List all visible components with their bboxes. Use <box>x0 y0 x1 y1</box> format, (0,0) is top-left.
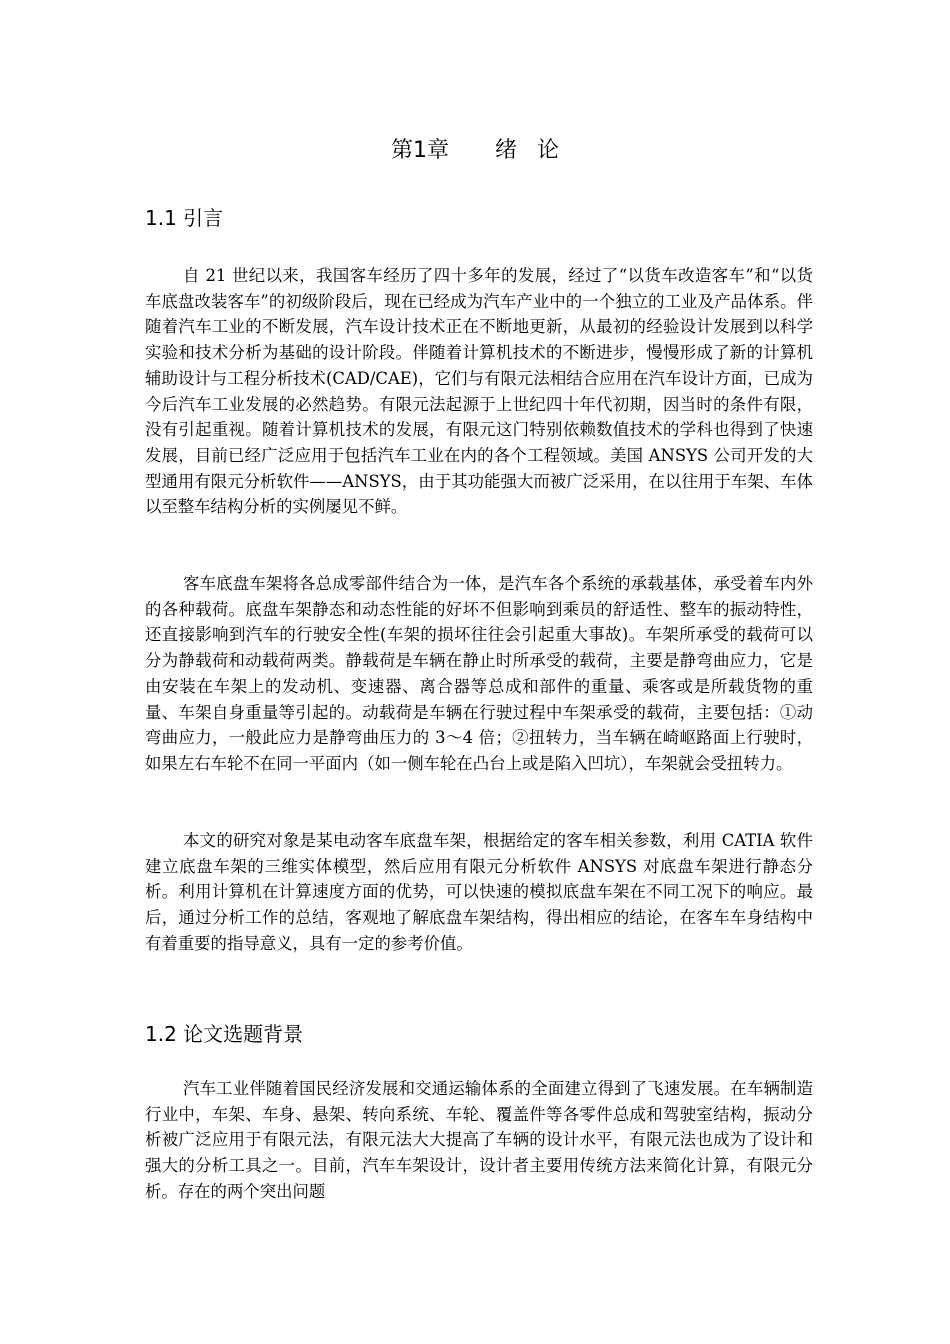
chapter-title <box>0 136 950 166</box>
intro-paragraph-3: 本文的研究对象是某电动客车底盘车架，根据给定的客车相关参数，利用 CATIA 软件建立底盘车架的三维实体模型，然后应用有限元分析软件 ANSYS 对底盘车架进行静态分析。利用计算机在计算速度方面的优势，可以快速的模拟底盘车架在不同工况下的响应。最后，通过分析工作的总结，客观地了解底盘车架结构，得出相应的结论，在客车车身结构中有着重要的指导意义，具有一定的参考价值。 <box>145 831 813 953</box>
intro-paragraph-1: 自 21 世纪以来，我国客车经历了四十多年的发展，经过了“以货车改造客车”和“以货车底盘改装客车”的初级阶段后，现在已经成为汽车产业中的一个独立的工业及产品体系。伴随着汽车工业的不断发展，汽车设计技术正在不断地更新，从最初的经验设计发展到以科学实验和技术分析为基础的设计阶段。伴随着计算机技术的不断进步，慢慢形成了新的计算机辅助设计与工程分析技术(CAD/CAE)，它们与有限元法相结合应用在汽车设计方面，已成为今后汽车工业发展的必然趋势。有限元法起源于上世纪四十年代初期，因当时的条件有限，没有引起重视。随着计算机技术的发展，有限元这门特别依赖数值技术的学科也得到了快速发展，目前已经广泛应用于包括汽车工业在内的各个工程领域。美国 ANSYS 公司开发的大型通用有限元分析软件——ANSYS，由于其功能强大而被广泛采用，在以往用于车架、车体以至整车结构分析的实例屡见不鲜。 <box>145 266 813 517</box>
chapter-number: 第1章 <box>390 138 449 163</box>
section-heading-background: 1.2 论文选题背景 <box>145 1022 304 1046</box>
chapter-title-char-2: 论 <box>537 138 560 163</box>
section-heading-introduction: 1.1 引言 <box>145 206 224 230</box>
background-paragraph-1: 汽车工业伴随着国民经济发展和交通运输体系的全面建立得到了飞速发展。在车辆制造行业中，车架、车身、悬架、转向系统、车轮、覆盖件等各零件总成和驾驶室结构，振动分析被广泛应用于有限元法，有限元法大大提高了车辆的设计水平，有限元法也成为了设计和强大的分析工具之一。目前，汽车车架设计，设计者主要用传统方法来简化计算，有限元分析。存在的两个突出问题 <box>145 1079 813 1201</box>
intro-paragraph-2: 客车底盘车架将各总成零部件结合为一体，是汽车各个系统的承载基体，承受着车内外的各种载荷。底盘车架静态和动态性能的好坏不但影响到乘员的舒适性、整车的振动特性，还直接影响到汽车的行驶安全性(车架的损坏往往会引起重大事故)。车架所承受的载荷可以分为静载荷和动载荷两类。静载荷是车辆在静止时所承受的载荷，主要是静弯曲应力，它是由安装在车架上的发动机、变速器、离合器等总成和部件的重量、乘客或是所载货物的重量、车架自身重量等引起的。动载荷是车辆在行驶过程中车架承受的载荷，主要包括：①动弯曲应力，一般此应力是静弯曲压力的 3～4 倍；②扭转力，当车辆在崎岖路面上行驶时，如果左右车轮不在同一平面内（如一侧车轮在凸台上或是陷入凹坑），车架就会受扭转力。 <box>145 574 813 773</box>
chapter-title-char-1: 绪 <box>494 138 517 163</box>
